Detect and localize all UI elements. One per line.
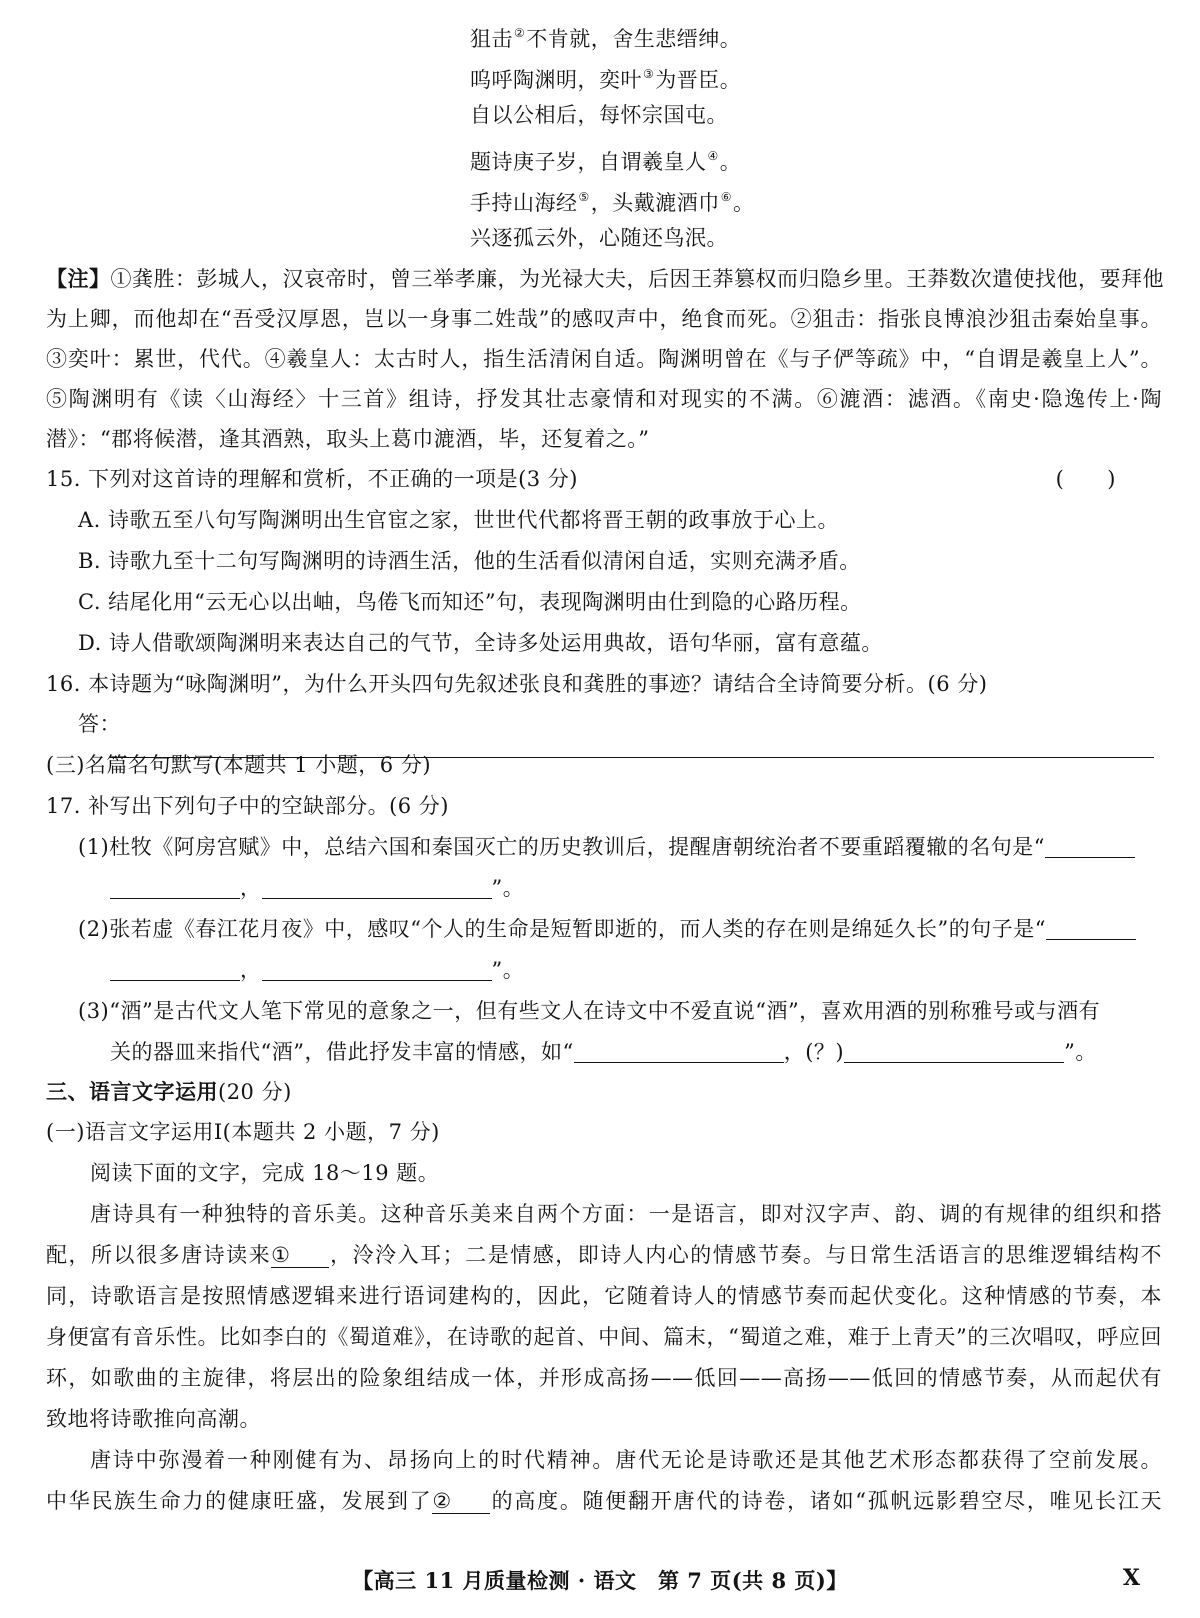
passage-p1-line-2: 配，所以很多唐诗读来① ，泠泠入耳；二是情感，即诗人内心的情感节奏。与日常生活语言的思维逻辑结构不 [46, 1243, 1162, 1267]
passage-p2-line-1: 唐诗中弥漫着一种刚健有为、昂扬向上的时代精神。唐代无论是诗歌还是其他艺术形态都获得了空前发展。 [90, 1448, 1162, 1472]
fill-blank[interactable] [1045, 835, 1135, 858]
reading-instruction: 阅读下面的文字，完成 18～19 题。 [90, 1161, 440, 1185]
q17-part-3: (3)“酒”是古代文人笔下常见的意象之一，但有些文人在诗文中不爱直说“酒”，喜欢用酒的别称雅号或与酒有 [78, 999, 1101, 1023]
answer-paren[interactable]: ( ) [1055, 467, 1116, 491]
fill-blank[interactable] [110, 958, 240, 981]
option-d: D. 诗人借歌颂陶渊明来表达自己的气节，全诗多处运用典故，语句华丽，富有意蕴。 [78, 631, 883, 655]
footer-mark: X [1122, 1565, 1140, 1591]
answer-label: 答： [78, 712, 121, 736]
poem-line-3: 自以公相后，每怀宗国屯。 [470, 103, 728, 127]
blank-1[interactable]: ① [271, 1243, 329, 1268]
passage-p1-line-5: 环，如歌曲的主旋律，将层出的险象组结成一体，并形成高扬——低回——高扬——低回的情感节奏，从而起伏有 [46, 1366, 1162, 1390]
poem-line-1: 狙击②不肯就，舍生悲缙绅。 [470, 26, 742, 51]
section-3-heading: (三)名篇名句默写(本题共 1 小题，6 分) [46, 753, 432, 777]
notes-label: 【注】 [46, 266, 111, 291]
option-c: C. 结尾化用“云无心以出岫，鸟倦飞而知还”句，表现陶渊明由仕到隐的心路历程。 [78, 590, 862, 614]
note-marker-6: ⑥ [720, 190, 733, 204]
poem-line-5: 手持山海经⑤，头戴漉酒巾⑥。 [470, 190, 755, 215]
note-marker-3: ③ [643, 67, 655, 81]
fill-blank[interactable] [844, 1040, 1064, 1063]
q17-part-1: (1)杜牧《阿房宫赋》中，总结六国和秦国灭亡的历史教训后，提醒唐朝统治者不要重蹈覆辙的名句是“ [78, 832, 1162, 862]
passage-p1-line-6: 致地将诗歌推向高潮。 [46, 1407, 261, 1431]
notes-line-1: 【注】①龚胜：彭城人，汉哀帝时，曾三举孝廉，为光禄大夫，后因王莽篡权而归隐乡里。王莽数次遣使找他，要拜他 [46, 266, 1164, 291]
page-footer: 【高三 11 月质量检测 · 语文 第 7 页(共 8 页)】 [352, 1568, 848, 1593]
notes-line-3: ③奕叶：累世，代代。④羲皇人：太古时人，指生活清闲自适。陶渊明曾在《与子俨等疏》中，“自谓是羲皇上人”。 [46, 347, 1162, 371]
fill-blank[interactable] [1046, 917, 1136, 940]
poem-line-2: 呜呼陶渊明，奕叶③为晋臣。 [470, 67, 742, 92]
question-16-stem: 16. 本诗题为“咏陶渊明”，为什么开头四句先叙述张良和龚胜的事迹？请结合全诗简要分析。(6 分) [46, 672, 988, 696]
subsection-1-heading: (一)语言文字运用Ⅰ(本题共 2 小题，7 分) [46, 1120, 440, 1144]
poem-line-4: 题诗庚子岁，自谓羲皇人④。 [470, 149, 742, 174]
option-a: A. 诗歌五至八句写陶渊明出生官宦之家，世世代代都将晋王朝的政事放于心上。 [78, 508, 840, 532]
passage-p1-line-4: 身便富有音乐性。比如李白的《蜀道难》，在诗歌的起首、中间、篇末，“蜀道之难，难于上青天”的三次唱叹，呼应回 [46, 1325, 1162, 1349]
fill-blank[interactable] [262, 876, 492, 899]
passage-p1-line-1: 唐诗具有一种独特的音乐美。这种音乐美来自两个方面：一是语言，即对汉字声、韵、调的有规律的组织和搭 [90, 1202, 1162, 1226]
part-3-heading: 三、语言文字运用(20 分) [46, 1079, 292, 1104]
notes-line-4: ⑤陶渊明有《读〈山海经〉十三首》组诗，抒发其壮志豪情和对现实的不满。⑥漉酒：滤酒。《南史·隐逸传上·陶 [46, 387, 1162, 411]
q17-part-3-cont: 关的器皿来指代“酒”，借此抒发丰富的情感，如“ ，(？) ”。 [110, 1040, 1097, 1064]
poem-line-6: 兴逐孤云外，心随还鸟泯。 [470, 226, 728, 250]
option-b: B. 诗歌九至十二句写陶渊明的诗酒生活，他的生活看似清闲自适，实则充满矛盾。 [78, 549, 861, 573]
question-15-stem: 15. 下列对这首诗的理解和赏析，不正确的一项是(3 分) ( ) [46, 464, 1162, 494]
passage-p2-line-2: 中华民族生命力的健康旺盛，发展到了② 的高度。随便翻开唐代的诗卷，诸如“孤帆远影碧空尽，唯见长江天 [46, 1489, 1163, 1513]
q17-part-2: (2)张若虚《春江花月夜》中，感叹“个人的生命是短暂即逝的，而人类的存在则是绵延久长”的句子是“ [78, 914, 1162, 944]
notes-line-2: 为上卿，而他却在“吾受汉厚恩，岂以一身事二姓哉”的感叹声中，绝食而死。②狙击：指张良博浪沙狙击秦始皇事。 [46, 307, 1162, 331]
note-marker-4: ④ [707, 149, 719, 163]
note-marker-2: ② [514, 26, 526, 40]
passage-p1-line-3: 同，诗歌语言是按照情感逻辑来进行语词建构的，因此，它随着诗人的情感节奏而起伏变化。这种情感的节奏，本 [46, 1284, 1162, 1308]
q17-part-2-cont: ， ”。 [110, 955, 1160, 985]
fill-blank[interactable] [110, 876, 240, 899]
blank-2[interactable]: ② [432, 1489, 490, 1514]
q17-part-1-cont: ， ”。 [110, 873, 1160, 903]
note-marker-5: ⑤ [578, 190, 590, 204]
fill-blank[interactable] [574, 1040, 784, 1063]
question-17-stem: 17. 补写出下列句子中的空缺部分。(6 分) [46, 794, 449, 818]
notes-line-5: 潜》：“郡将候潜，逢其酒熟，取头上葛巾漉酒，毕，还复着之。” [46, 427, 650, 451]
fill-blank[interactable] [262, 958, 492, 981]
